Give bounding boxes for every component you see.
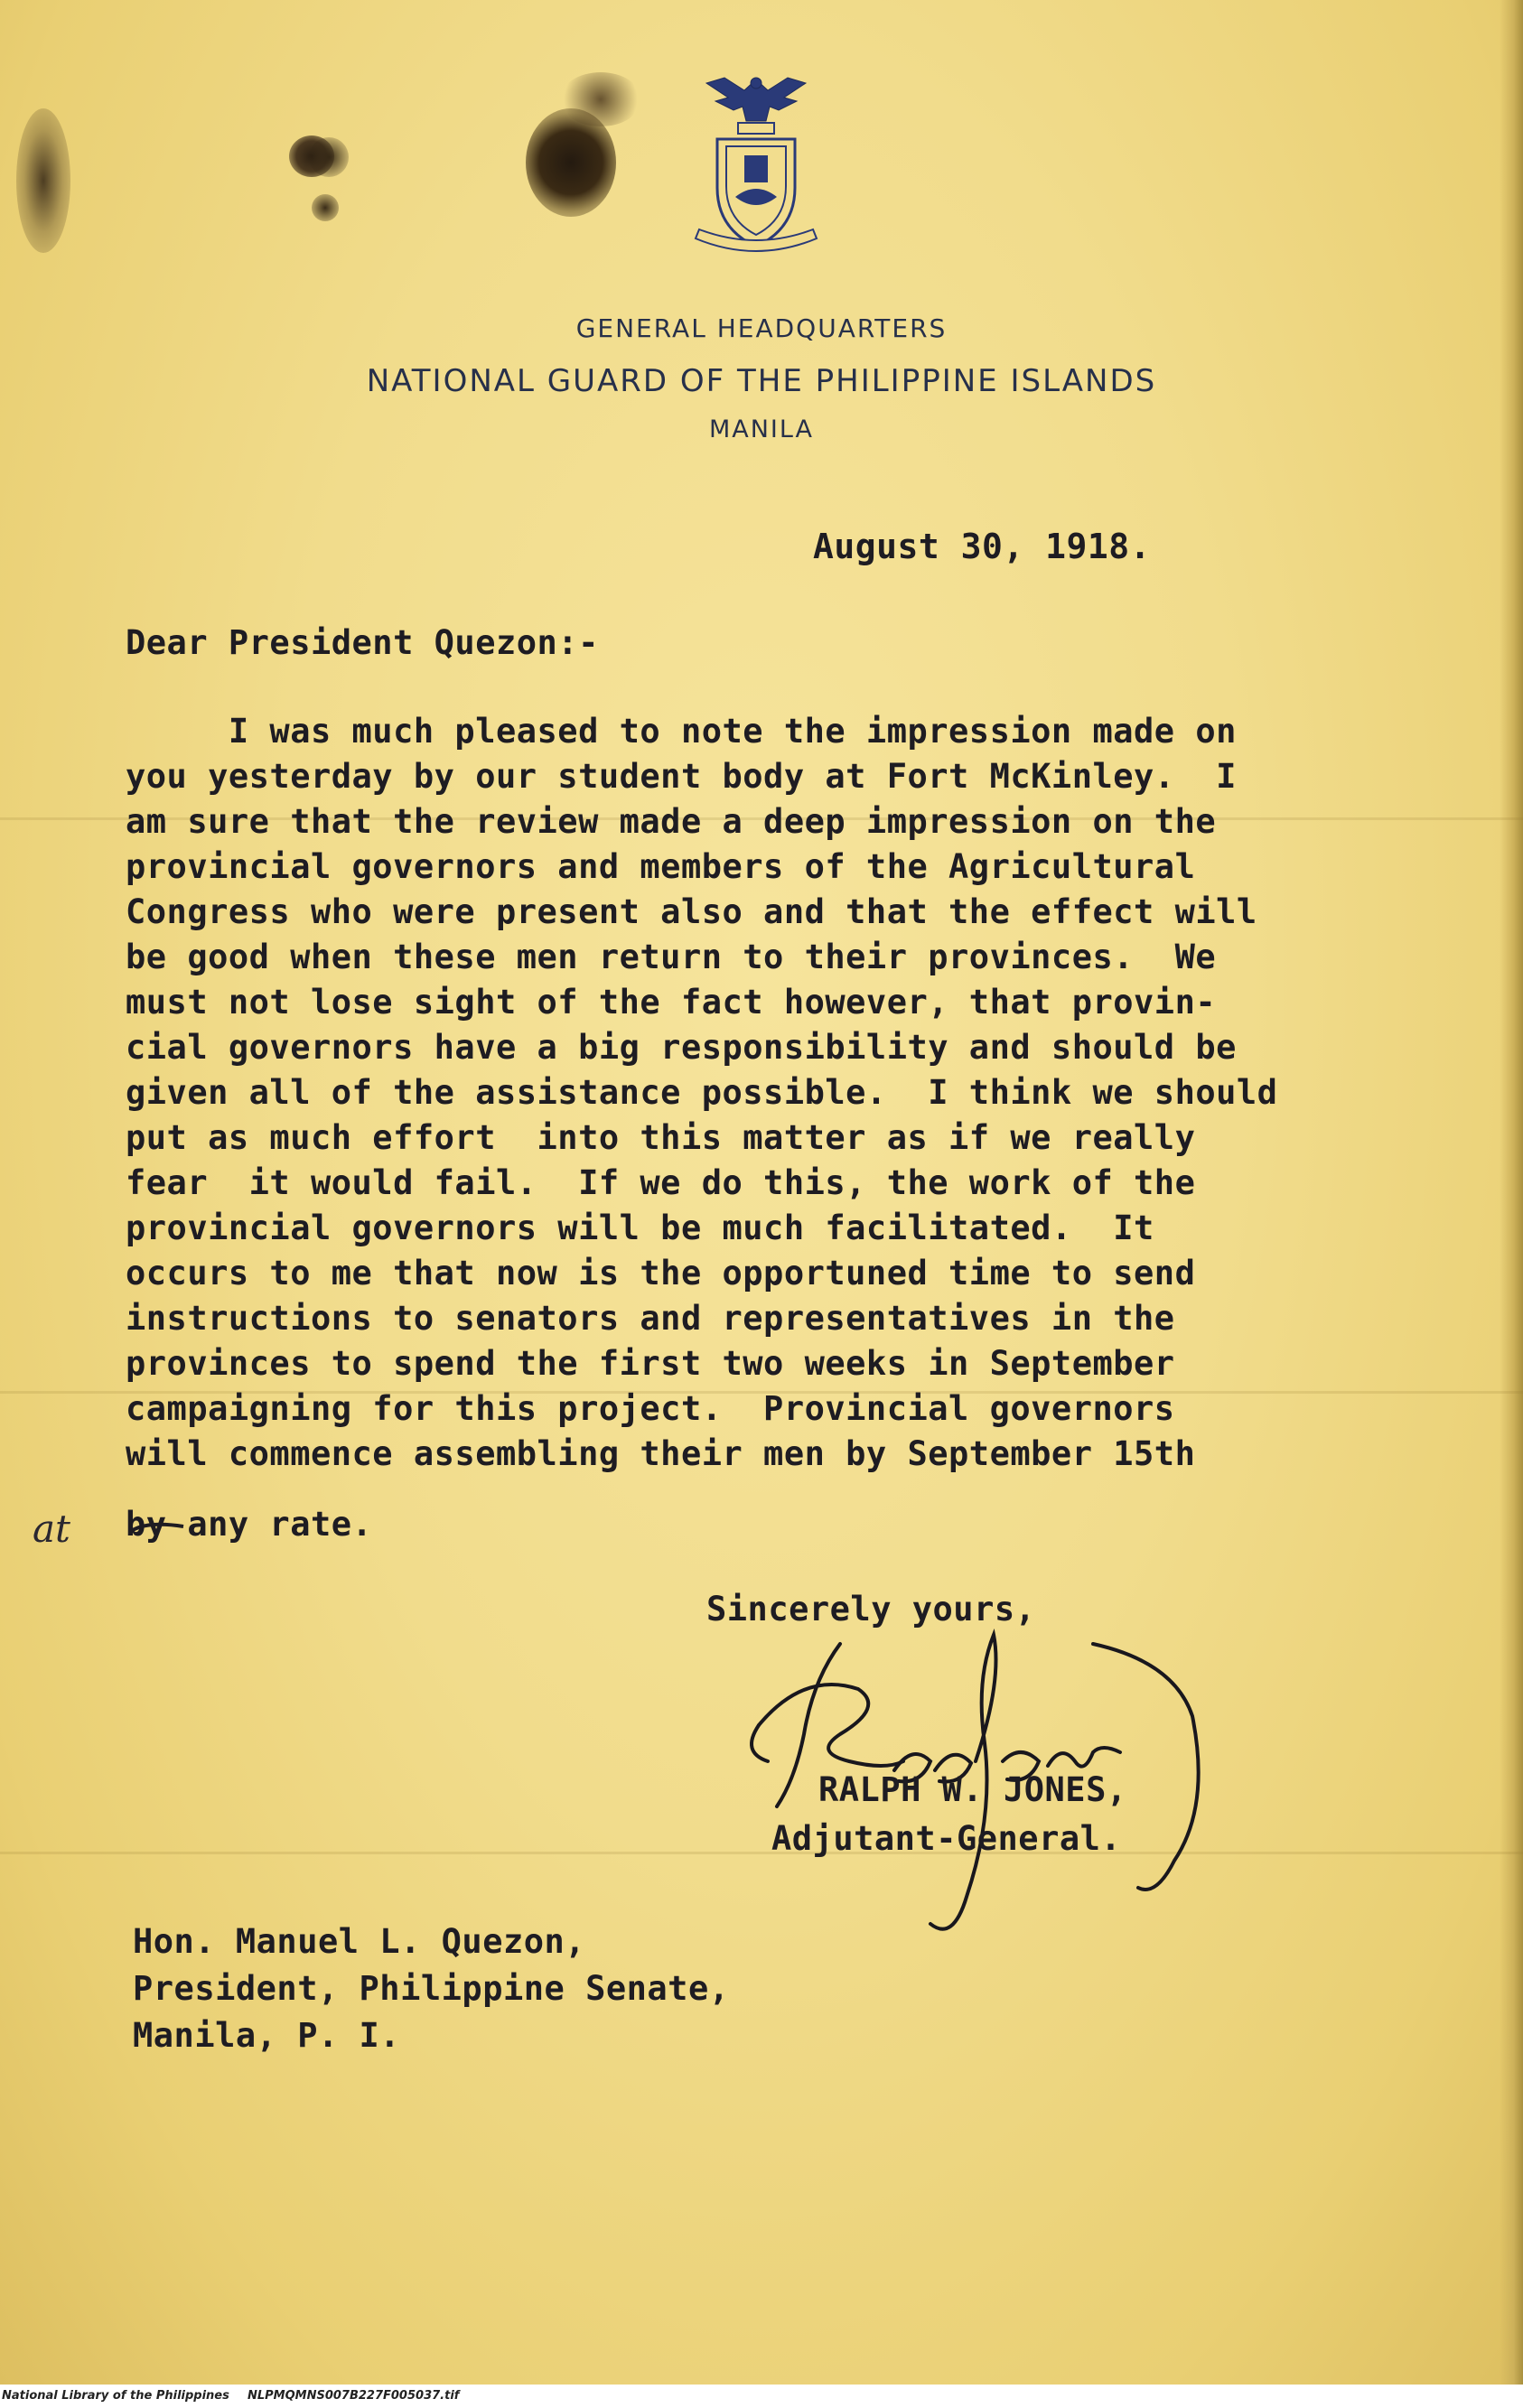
body-line: will commence assembling their men by September 15th	[126, 1434, 1196, 1473]
handwritten-correction: at	[33, 1507, 70, 1551]
body-line: Congress who were present also and that the effect will	[126, 892, 1257, 931]
body-line: be good when these men return to their provinces. We	[126, 938, 1217, 976]
body-line: campaigning for this project. Provincial governors	[126, 1389, 1175, 1428]
body-line: occurs to me that now is the opportuned time to send	[126, 1254, 1196, 1293]
strikethrough-mark	[131, 1514, 185, 1541]
body-line: you yesterday by our student body at Fort McKinley. I	[126, 757, 1237, 796]
ink-stain	[309, 137, 349, 177]
eagle-crest-icon	[688, 70, 824, 260]
archive-footer	[0, 2385, 1523, 2408]
body-line: provinces to spend the first two weeks in September	[126, 1344, 1175, 1383]
body-line: instructions to senators and representatives in the	[126, 1299, 1175, 1338]
body-line: given all of the assistance possible. I think we should	[126, 1073, 1278, 1112]
closing: Sincerely yours,	[706, 1590, 1036, 1629]
signer-title: Adjutant-General.	[771, 1819, 1122, 1858]
letterhead-line-1: GENERAL HEADQUARTERS	[575, 313, 948, 343]
address-line: Hon. Manuel L. Quezon,	[133, 1922, 586, 1961]
footer-file-id: NLPMQMNS007B227F005037.tif	[247, 2389, 460, 2403]
letterhead-line-3: MANILA	[708, 415, 815, 443]
body-line: put as much effort into this matter as if we really	[126, 1118, 1196, 1157]
body-line: cial governors have a big responsibility and should be	[126, 1028, 1237, 1067]
salutation: Dear President Quezon:-	[126, 623, 599, 662]
address-line: Manila, P. I.	[133, 2016, 401, 2055]
body-line: by any rate.	[126, 1505, 373, 1544]
footer-library: National Library of the Philippines	[2, 2389, 229, 2403]
body-line: am sure that the review made a deep impression on the	[126, 802, 1217, 841]
ink-stain	[312, 194, 339, 221]
body-line: fear it would fail. If we do this, the work of the	[126, 1163, 1196, 1202]
body-line: I was much pleased to note the impression made on	[126, 712, 1237, 751]
address-line: President, Philippine Senate,	[133, 1969, 730, 2008]
letterhead-line-2: NATIONAL GUARD OF THE PHILIPPINE ISLANDS	[366, 363, 1157, 399]
body-line: must not lose sight of the fact however, that provin-	[126, 983, 1217, 1022]
ink-stain	[16, 108, 70, 253]
signer-name: RALPH W. JONES,	[818, 1770, 1127, 1809]
body-line: provincial governors and members of the Agricultural	[126, 847, 1196, 886]
ink-stain	[560, 72, 641, 126]
page-edge-shadow	[1500, 0, 1523, 2385]
letter-date: August 30, 1918.	[813, 527, 1152, 566]
body-line: provincial governors will be much facilitated. It	[126, 1209, 1154, 1247]
